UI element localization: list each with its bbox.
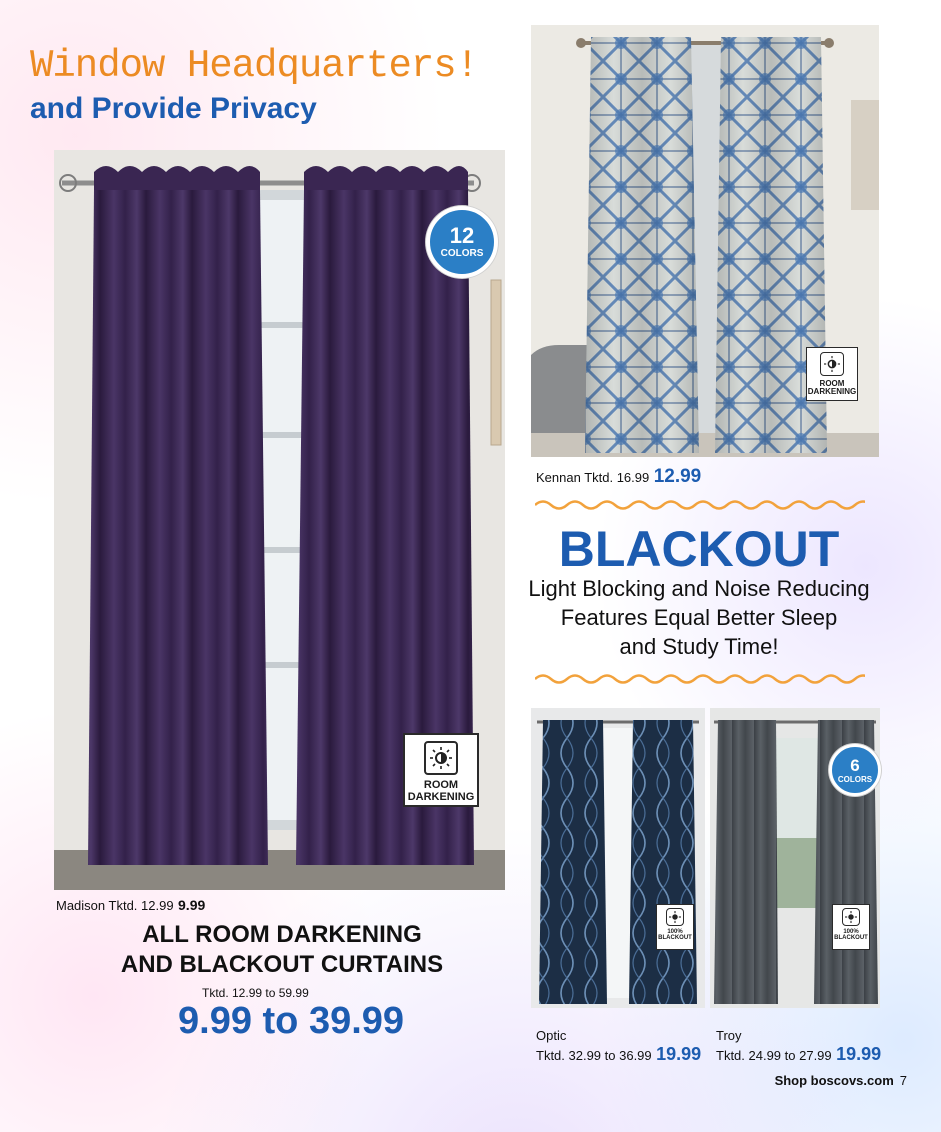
blackout-line-3: and Study Time! — [619, 634, 779, 659]
product-price: 12.99 — [653, 466, 702, 487]
blackout-line-2: Features Equal Better Sleep — [560, 605, 838, 630]
product-name: Kennan Tktd. 16.99 — [536, 470, 650, 485]
page-footer — [775, 1073, 907, 1088]
heading-line-1: ALL ROOM DARKENING — [142, 921, 422, 948]
footer-site-link[interactable]: Shop boscovs.com — [774, 1073, 894, 1088]
wavy-divider-top — [535, 498, 865, 512]
troy-name — [716, 1027, 742, 1045]
blackout-line-1: Light Blocking and Noise Reducing — [528, 576, 870, 601]
sun-icon — [666, 908, 684, 926]
was-price: Tktd. 24.99 to 27.99 — [716, 1048, 832, 1063]
product-name: Troy — [716, 1028, 742, 1043]
madison-room-darkening-label — [403, 733, 479, 807]
product-name: Madison Tktd. 12.99 — [56, 898, 174, 913]
feature-line-1: 100% — [667, 929, 683, 935]
page-headline: Window Headquarters! — [30, 44, 479, 88]
optic-name — [536, 1027, 566, 1045]
feature-line-2: BLACKOUT — [834, 935, 868, 942]
badge-number: 6 — [850, 755, 860, 775]
all-curtains-sale-price — [178, 1000, 404, 1043]
was-price: Tktd. 12.99 to 59.99 — [202, 986, 309, 1000]
page-number: 7 — [899, 1073, 907, 1088]
optic-curtain-photo — [531, 708, 705, 1008]
product-price: 19.99 — [656, 1044, 702, 1064]
product-price: 9.99 — [178, 897, 206, 913]
feature-line-2: DARKENING — [407, 790, 475, 803]
sun-icon — [820, 352, 844, 376]
was-price: Tktd. 32.99 to 36.99 — [536, 1048, 652, 1063]
troy-price-caption — [716, 1044, 881, 1065]
feature-line-2: DARKENING — [807, 387, 857, 397]
all-curtains-heading — [82, 920, 482, 980]
sun-icon — [424, 741, 458, 775]
product-name: Optic — [536, 1028, 567, 1043]
troy-colors-badge — [829, 744, 881, 796]
sun-icon — [842, 908, 860, 926]
blackout-title: BLACKOUT — [558, 521, 840, 577]
sale-price: 9.99 to 39.99 — [178, 1000, 405, 1042]
heading-line-2: AND BLACKOUT CURTAINS — [120, 951, 444, 978]
badge-label: COLORS — [440, 248, 484, 259]
optic-blackout-label — [656, 904, 694, 950]
kennan-price-caption — [536, 466, 701, 488]
madison-price-caption — [56, 897, 205, 915]
madison-colors-badge — [426, 206, 498, 278]
blackout-description — [526, 574, 872, 661]
troy-blackout-label — [832, 904, 870, 950]
badge-number: 12 — [449, 223, 475, 248]
feature-line-1: 100% — [843, 929, 859, 935]
optic-price-caption — [536, 1044, 701, 1065]
product-price: 19.99 — [836, 1044, 882, 1064]
feature-line-1: ROOM — [423, 779, 459, 791]
badge-label: COLORS — [837, 774, 873, 784]
wavy-divider-bottom — [535, 672, 865, 686]
feature-line-2: BLACKOUT — [658, 935, 692, 942]
page-subhead: and Provide Privacy — [30, 92, 317, 125]
kennan-room-darkening-label — [806, 347, 858, 401]
feature-line-1: ROOM — [819, 379, 845, 388]
